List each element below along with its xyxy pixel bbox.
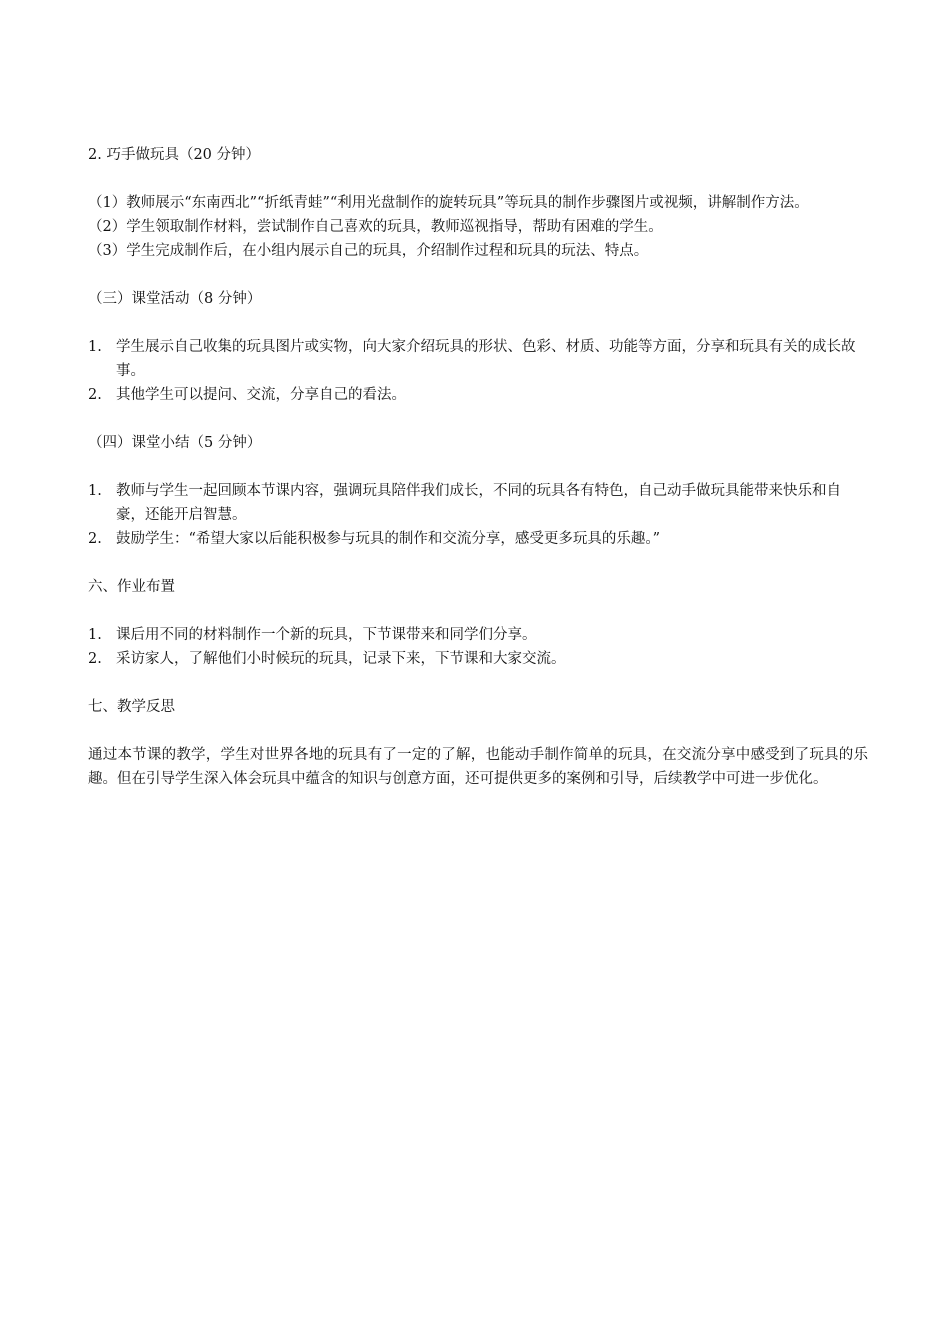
step-item: （1）教师展示“东南西北”“折纸青蛙”“利用光盘制作的旋转玩具”等玩具的制作步骤图片或视频，讲解制作方法。 (88, 195, 809, 211)
section-heading-class-summary: （四）课堂小结（5 分钟） (88, 435, 262, 451)
list-item (88, 623, 868, 647)
section-heading-class-activity: （三）课堂活动（8 分钟） (88, 291, 262, 307)
reflection-paragraph: 通过本节课的教学，学生对世界各地的玩具有了一定的了解，也能动手制作简单的玩具，在交流分享中感受到了玩具的乐趣。但在引导学生深入体会玩具中蕴含的知识与创意方面，还可提供更多的案例和引导，后续教学中可进一步优化。 (88, 747, 868, 787)
step-item: （3）学生完成制作后，在小组内展示自己的玩具，介绍制作过程和玩具的玩法、特点。 (88, 243, 649, 259)
list-item (88, 647, 868, 671)
list-text: 学生展示自己收集的玩具图片或实物，向大家介绍玩具的形状、色彩、材质、功能等方面，分享和玩具有关的成长故事。 (116, 339, 856, 379)
section-heading-reflection: 七、教学反思 (88, 699, 175, 715)
list-item (88, 383, 868, 407)
section-heading-make-toys: 2. 巧手做玩具（20 分钟） (88, 147, 261, 163)
document-page (88, 143, 868, 791)
step-item: （2）学生领取制作材料，尝试制作自己喜欢的玩具，教师巡视指导，帮助有困难的学生。 (88, 219, 663, 235)
list-item (88, 479, 868, 527)
list-item (88, 527, 868, 551)
list-text: 鼓励学生：“希望大家以后能积极参与玩具的制作和交流分享，感受更多玩具的乐趣。” (116, 531, 661, 547)
list-text: 其他学生可以提问、交流，分享自己的看法。 (116, 387, 406, 403)
section-heading-homework: 六、作业布置 (88, 579, 175, 595)
list-number: 2. (88, 531, 102, 547)
list-number: 2. (88, 387, 102, 403)
list-item (88, 335, 868, 383)
list-number: 1. (88, 483, 102, 499)
list-text: 采访家人，了解他们小时候玩的玩具，记录下来，下节课和大家交流。 (116, 651, 566, 667)
list-number: 1. (88, 339, 102, 355)
list-number: 2. (88, 651, 102, 667)
list-number: 1. (88, 627, 102, 643)
list-text: 课后用不同的材料制作一个新的玩具，下节课带来和同学们分享。 (116, 627, 537, 643)
list-text: 教师与学生一起回顾本节课内容，强调玩具陪伴我们成长，不同的玩具各有特色，自己动手做玩具能带来快乐和自豪，还能开启智慧。 (116, 483, 841, 523)
